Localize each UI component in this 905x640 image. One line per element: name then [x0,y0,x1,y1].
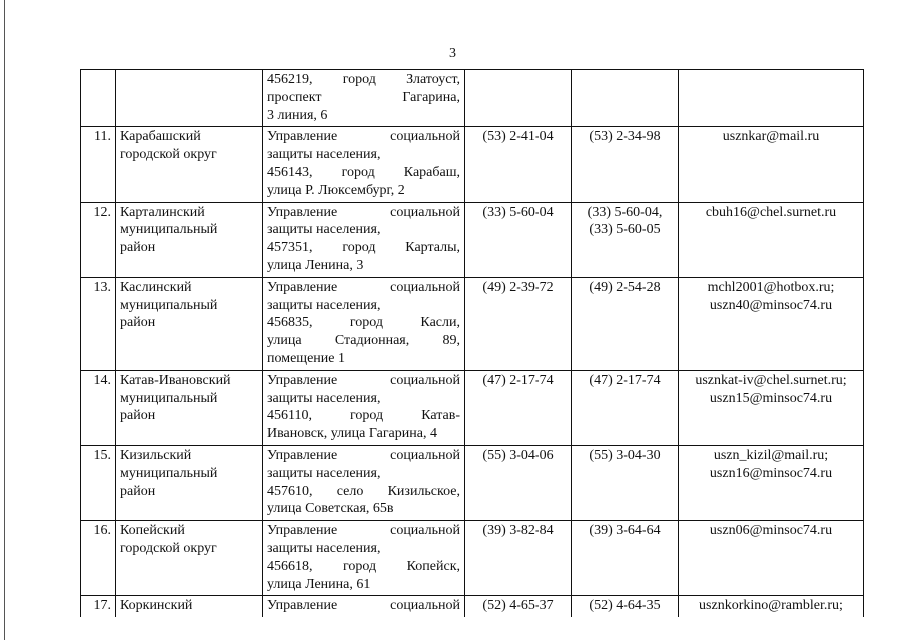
scan-edge-line [4,0,5,640]
municipality-name-line: Катав-Ивановский [120,372,231,388]
table-row [81,596,864,617]
address-line: защиты населения, [267,297,381,313]
fax-cell [572,202,679,277]
email-address: usznkar@mail.ru [722,129,820,145]
row-number: 13. [93,279,111,295]
address-line: помещение 1 [267,350,345,366]
municipality-name-line: муниципальный [120,465,218,481]
phone-cell [465,445,572,520]
phone-number: (53) 2-41-04 [482,129,554,145]
table-row [81,370,864,445]
municipality-name-line: район [120,240,156,256]
table-row [81,70,864,127]
row-number: 15. [93,447,111,463]
address-line: улица Советская, 65в [267,501,394,517]
fax-number: (55) 3-04-30 [589,447,661,463]
municipality-name-line: Коркинский [120,598,193,614]
phone-cell [465,370,572,445]
municipality-name-line: район [120,315,156,331]
email-address: uszn40@minsoc74.ru [709,297,833,313]
address-line: 3 линия, 6 [267,107,328,123]
fax-number: (33) 5-60-04, [587,204,663,220]
municipality-name-line: муниципальный [120,222,218,238]
phone-number: (39) 3-82-84 [482,523,554,539]
email-address: uszn15@minsoc74.ru [709,390,833,406]
fax-cell [572,445,679,520]
row-number: 12. [93,204,111,220]
table-row [81,127,864,202]
email-address: uszn06@minsoc74.ru [709,523,833,539]
address-line: улица Ленина, 3 [267,257,364,273]
municipality-name-line: район [120,408,156,424]
address-line: защиты населения, [267,390,381,406]
address-line: Управление социальной [267,598,460,614]
municipality-cell [116,127,263,202]
municipality-name-line: городской округ [120,147,217,163]
address-line: Управление социальной [267,204,460,220]
municipality-name-line: Карталинский [120,204,205,220]
email-address: usznkorkino@rambler.ru; [699,598,843,614]
municipality-cell [116,521,263,596]
fax-cell [572,70,679,127]
address-cell [263,202,465,277]
address-line: Ивановск, улица Гагарина, 4 [267,426,437,442]
address-line: защиты населения, [267,540,381,556]
fax-number: (49) 2-54-28 [589,279,661,295]
address-cell [263,277,465,370]
email-cell [679,521,864,596]
fax-cell [572,521,679,596]
address-line: защиты населения, [267,222,381,238]
address-line: Управление социальной [267,523,460,539]
fax-cell [572,127,679,202]
address-cell [263,596,465,617]
municipality-cell [116,370,263,445]
email-cell [679,445,864,520]
agencies-table [80,69,864,617]
municipality-cell [116,70,263,127]
table-row [81,277,864,370]
address-line: 456110, город Катав- [267,408,460,424]
address-line: улица Ленина, 61 [267,576,371,592]
email-cell [679,70,864,127]
address-line: Управление социальной [267,279,460,295]
table-row [81,202,864,277]
municipality-name-line: Каслинский [120,279,192,295]
address-cell [263,445,465,520]
municipality-cell [116,445,263,520]
email-cell [679,596,864,617]
row-number-cell [81,202,116,277]
phone-cell [465,70,572,127]
table-body [81,70,864,618]
email-address: usznkat-iv@chel.surnet.ru; [695,372,847,388]
row-number-cell [81,127,116,202]
address-line: Управление социальной [267,372,460,388]
row-number: 11. [94,129,111,145]
row-number: 14. [93,372,111,388]
phone-cell [465,202,572,277]
municipality-name-line: Карабашский [120,129,201,145]
phone-cell [465,127,572,202]
row-number: 17. [93,598,111,614]
address-cell [263,70,465,127]
address-line: 456143, город Карабаш, [267,164,460,180]
address-line: улица Стадионная, 89, [267,333,460,349]
address-line: 456219, город Златоуст, [267,72,460,87]
municipality-cell [116,596,263,617]
phone-number: (49) 2-39-72 [482,279,554,295]
municipality-name-line: Кизильский [120,447,192,463]
fax-number: (47) 2-17-74 [589,372,661,388]
municipality-cell [116,277,263,370]
fax-number: (33) 5-60-05 [589,222,661,238]
phone-number: (33) 5-60-04 [482,204,554,220]
address-line: защиты населения, [267,147,381,163]
fax-number: (52) 4-64-35 [589,598,661,614]
phone-number: (47) 2-17-74 [482,372,554,388]
fax-number: (53) 2-34-98 [589,129,661,145]
fax-cell [572,277,679,370]
address-cell [263,521,465,596]
municipality-name-line: район [120,483,156,499]
address-line: защиты населения, [267,465,381,481]
phone-number: (55) 3-04-06 [482,447,554,463]
municipality-name-line: Копейский [120,523,185,539]
row-number: 16. [93,523,111,539]
email-cell [679,127,864,202]
address-line: 457351, город Карталы, [267,240,460,256]
address-line: Управление социальной [267,129,460,145]
address-line: 457610, село Кизильское, [267,483,460,499]
table-row [81,521,864,596]
email-cell [679,202,864,277]
phone-cell [465,596,572,617]
phone-cell [465,521,572,596]
address-line: 456618, город Копейск, [267,558,460,574]
email-address: mchl2001@hotbox.ru; [707,279,835,295]
email-address: uszn16@minsoc74.ru [709,465,833,481]
address-line: Управление социальной [267,447,460,463]
address-line: 456835, город Касли, [267,315,460,331]
fax-cell [572,370,679,445]
municipality-name-line: муниципальный [120,297,218,313]
page-number: 3 [449,46,456,61]
row-number-cell [81,370,116,445]
row-number-cell [81,521,116,596]
municipality-name-line: муниципальный [120,390,218,406]
phone-number: (52) 4-65-37 [482,598,554,614]
fax-cell [572,596,679,617]
phone-cell [465,277,572,370]
table-row [81,445,864,520]
email-cell [679,370,864,445]
row-number-cell [81,596,116,617]
email-cell [679,277,864,370]
row-number-cell [81,277,116,370]
email-address: uszn_kizil@mail.ru; [713,447,829,463]
address-line: улица Р. Люксембург, 2 [267,182,405,198]
municipality-name-line: городской округ [120,540,217,556]
email-address: cbuh16@chel.surnet.ru [705,204,837,220]
address-cell [263,370,465,445]
address-line: проспект Гагарина, [267,89,460,105]
municipality-cell [116,202,263,277]
row-number-cell [81,445,116,520]
address-cell [263,127,465,202]
row-number-cell [81,70,116,127]
fax-number: (39) 3-64-64 [589,523,661,539]
